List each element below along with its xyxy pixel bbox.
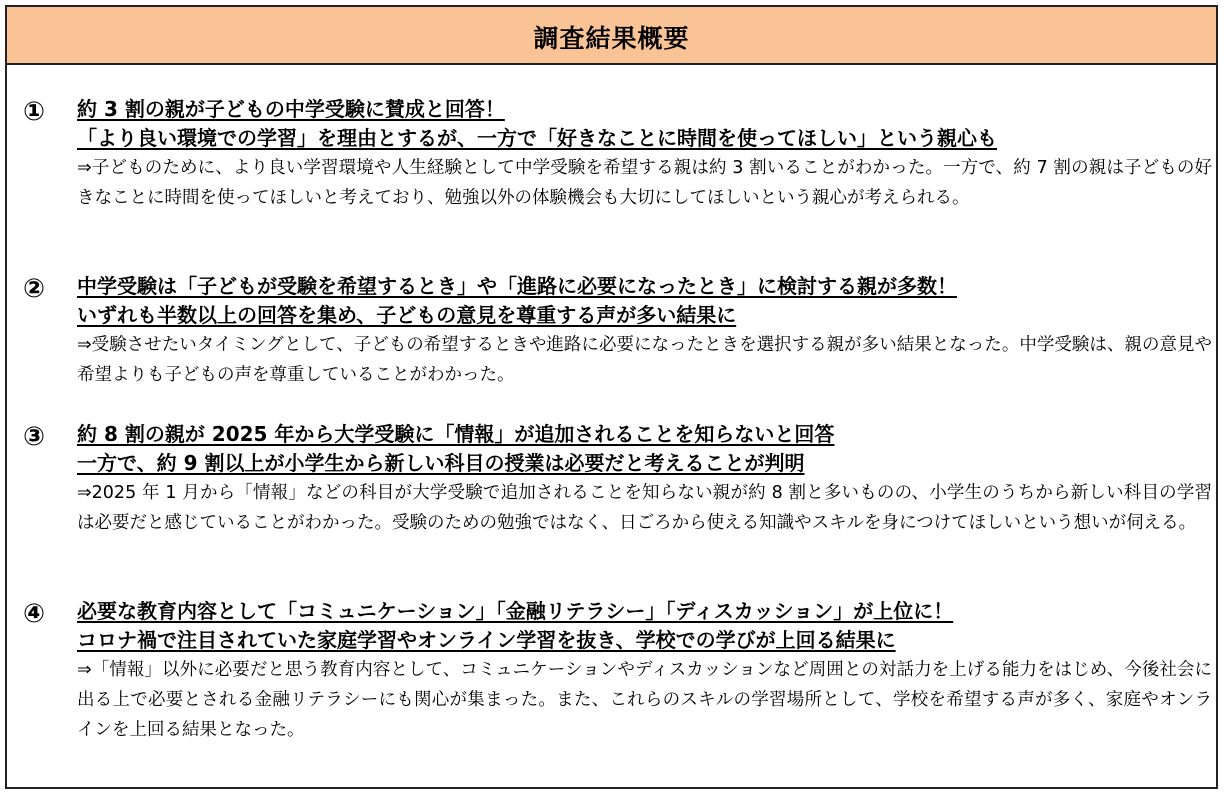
- section-number: ①: [23, 97, 46, 127]
- section-heading-line: 約 8 割の親が 2025 年から大学受験に「情報」が追加されることを知らないと回答: [77, 422, 835, 446]
- section-heading-line: コロナ禍で注目されていた家庭学習やオンライン学習を抜き、学校での学びが上回る結果に: [77, 628, 896, 652]
- section-number: ④: [23, 599, 46, 629]
- section-heading-line: 必要な教育内容として「コミュニケーション」「金融リテラシー」「ディスカッション」が上位に！: [77, 599, 954, 623]
- title-bar: [7, 7, 1216, 65]
- page-title: 調査結果概要: [533, 24, 690, 53]
- section-content: [77, 272, 1212, 390]
- section-content: [77, 95, 1212, 213]
- section-body: ⇒受験させたいタイミングとして、子どもの希望するときや進路に必要になったときを選択する親が多い結果となった。中学受験は、親の意見や希望よりも子どもの声を尊重していることがわかった。: [77, 335, 1212, 385]
- section-number: ③: [23, 422, 46, 452]
- section-heading-line: いずれも半数以上の回答を集め、子どもの意見を尊重する声が多い結果に: [77, 303, 737, 327]
- section-heading-line: 「より良い環境での学習」を理由とするが、一方で「好きなことに時間を使ってほしい」という親心も: [77, 126, 997, 150]
- section-heading-line: 一方で、約 9 割以上が小学生から新しい科目の授業は必要だと考えることが判明: [77, 451, 805, 475]
- section-body: ⇒「情報」以外に必要だと思う教育内容として、コミュニケーションやディスカッションなど周囲との対話力を上げる能力をはじめ、今後社会に出る上で必要とされる金融リテラシーにも関心が集まった。また、これらのスキルの学習場所として、学校を希望する声が多く、家庭やオンラインを上回る結果となった。: [77, 660, 1212, 740]
- summary-box: [5, 5, 1218, 789]
- section-body: ⇒2025 年 1 月から「情報」などの科目が大学受験で追加されることを知らない親が約 8 割と多いものの、小学生のうちから新しい科目の学習は必要だと感じていることがわかった。受験のための勉強ではなく、日ごろから使える知識やスキルを身につけてほしいという想いが伺える。: [77, 483, 1212, 533]
- section-number: ②: [23, 274, 46, 304]
- section-content: [77, 597, 1212, 745]
- section-content: [77, 420, 1212, 538]
- section-heading-line: 中学受験は「子どもが受験を希望するとき」や「進路に必要になったとき」に検討する親が多数！: [77, 274, 957, 298]
- section-heading-line: 約 3 割の親が子どもの中学受験に賛成と回答！: [77, 97, 505, 121]
- section-body: ⇒子どものために、より良い学習環境や人生経験として中学受験を希望する親は約 3 割いることがわかった。一方で、約 7 割の親は子どもの好きなことに時間を使ってほしいと考えており、勉強以外の体験機会も大切にしてほしいという親心が考えられる。: [77, 158, 1212, 208]
